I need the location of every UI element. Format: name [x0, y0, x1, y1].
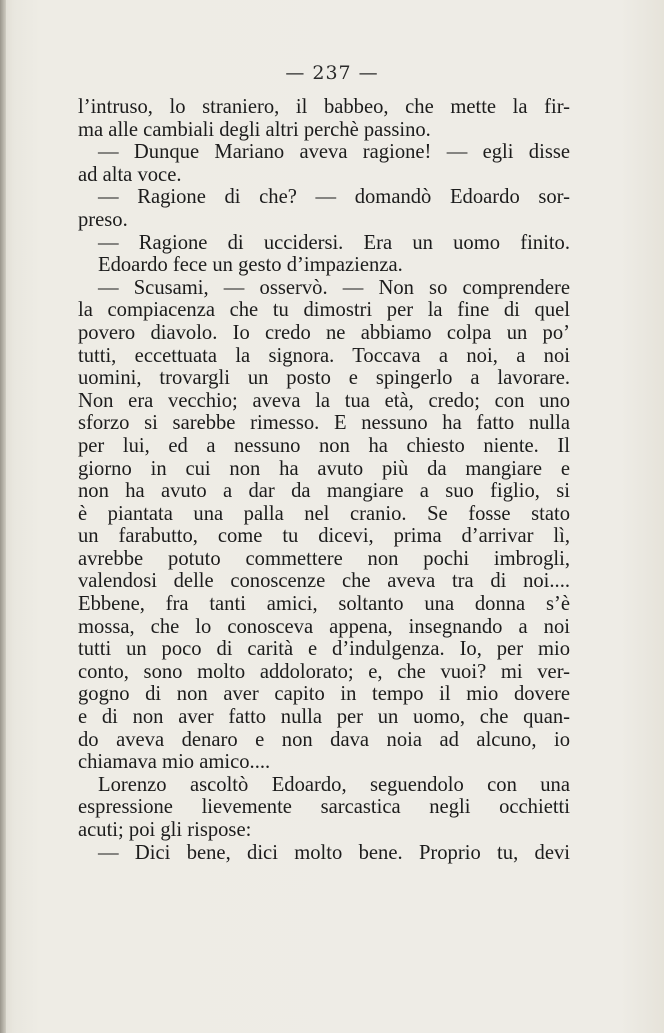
text-line: acuti; poi gli rispose:: [78, 819, 252, 841]
page-number: — 237 —: [285, 62, 379, 84]
text-line: non ha avuto a dar da mangiare a suo figlio, si: [78, 480, 570, 503]
text-line: — Ragione di uccidersi. Era un uomo finito.: [98, 231, 570, 254]
text-line: la compiacenza che tu dimostri per la fine di quel: [78, 299, 570, 322]
text-line: — Scusami, — osservò. — Non so comprendere: [98, 276, 570, 299]
text-line: Edoardo fece un gesto d’impazienza.: [98, 254, 403, 277]
text-line: l’intruso, lo straniero, il babbeo, che mette la fir-: [78, 96, 570, 118]
text-line: mossa, che lo conosceva appena, insegnando a noi: [78, 615, 570, 638]
page-spine-shadow: [0, 0, 6, 1033]
text-line: tutti un poco di carità e d’indulgenza. Io, per mio: [78, 638, 570, 661]
text-line: do aveva denaro e non dava noia ad alcuno, io: [78, 728, 570, 751]
text-line: è piantata una palla nel cranio. Se fosse stato: [78, 502, 570, 525]
text-line: chiamava mio amico....: [78, 751, 271, 774]
body-text: [78, 96, 570, 864]
text-line: — Dunque Mariano aveva ragione! — egli disse: [98, 141, 570, 164]
text-line: uomini, trovargli un posto e spingerlo a lavorare.: [78, 367, 570, 390]
text-line: Lorenzo ascoltò Edoardo, seguendolo con una: [98, 773, 570, 796]
text-line: per lui, ed a nessuno non ha chiesto niente. Il: [78, 434, 570, 457]
text-line: un farabutto, come tu dicevi, prima d’arrivar lì,: [78, 525, 570, 548]
text-line: gogno di non aver capito in tempo il mio dovere: [78, 683, 570, 706]
text-line: povero diavolo. Io credo ne abbiamo colpa un po’: [78, 321, 570, 344]
text-line: — Dici bene, dici molto bene. Proprio tu, devi: [98, 841, 570, 864]
text-line: Ebbene, fra tanti amici, soltanto una donna s’è: [78, 593, 570, 616]
text-line: espressione lievemente sarcastica negli occhietti: [78, 796, 570, 819]
text-line: tutti, eccettuata la signora. Toccava a noi, a noi: [78, 344, 570, 367]
text-line: sforzo si sarebbe rimesso. E nessuno ha fatto nulla: [78, 412, 570, 435]
text-line: e di non aver fatto nulla per un uomo, che quan-: [78, 706, 570, 729]
text-line: conto, sono molto addolorato; e, che vuoi? mi ver-: [78, 660, 570, 683]
text-line: avrebbe potuto commettere non pochi imbrogli,: [78, 547, 570, 570]
text-line: preso.: [78, 208, 128, 231]
text-line: Non era vecchio; aveva la tua età, credo; con uno: [78, 389, 570, 412]
text-line: ad alta voce.: [78, 163, 182, 186]
text-line: — Ragione di che? — domandò Edoardo sor-: [98, 186, 570, 209]
text-line: valendosi delle conoscenze che aveva tra di noi....: [78, 570, 570, 593]
text-line: giorno in cui non ha avuto più da mangiare e: [78, 457, 570, 480]
text-line: ma alle cambiali degli altri perchè passino.: [78, 118, 431, 141]
